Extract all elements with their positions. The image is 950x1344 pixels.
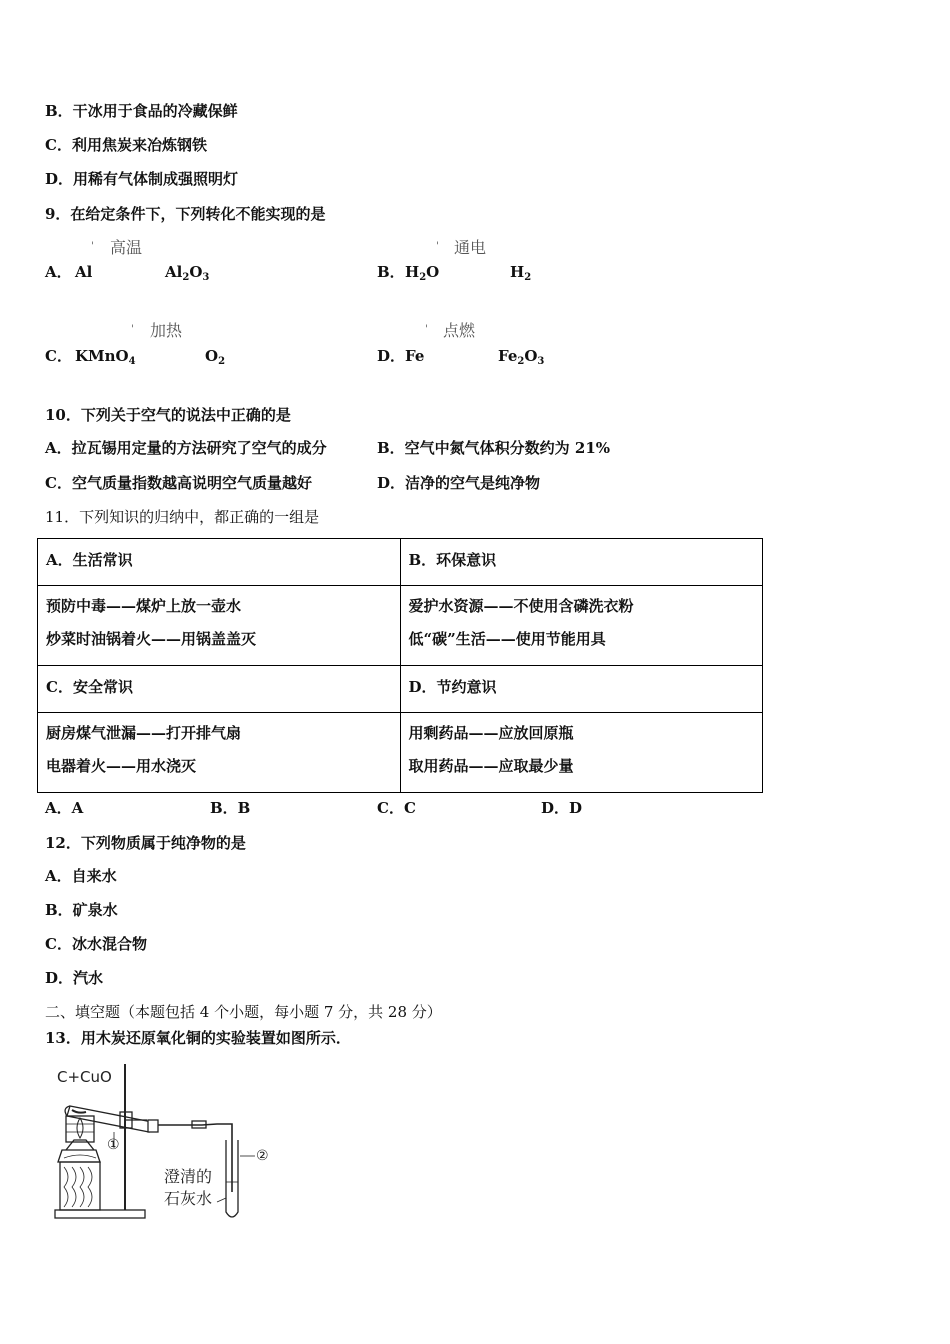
q9-stem: 9．在给定条件下，下列转化不能实现的是 [45, 205, 326, 223]
q9-a-product: $Al_2O_3$ [165, 263, 210, 283]
q10-option-d: D．洁净的空气是纯净物 [377, 474, 541, 492]
q10-option-a: A．拉瓦锡用定量的方法研究了空气的成分 [45, 439, 327, 457]
q9-c-reactant: KMnO$_4$ [75, 347, 136, 367]
q8-option-c: C．利用焦炭来冶炼钢铁 [45, 136, 207, 154]
table-cell: 用剩药品——应放回原瓶 取用药品——应取最少量 [400, 713, 763, 793]
q12-stem: 12．下列物质属于纯净物的是 [45, 834, 246, 852]
q12-option-b: B．矿泉水 [45, 901, 118, 919]
apparatus-label-limewater-1: 澄清的 [164, 1167, 213, 1186]
q10-option-c: C．空气质量指数越高说明空气质量越好 [45, 474, 312, 492]
table-cell: 爱护水资源——不使用含磷洗衣粉 低“碳”生活——使用节能用具 [400, 586, 763, 666]
q9-b-reactant: $H_2O$ [405, 263, 440, 283]
table-cell: 预防中毒——煤炉上放一壶水 炒菜时油锅着火——用锅盖盖灭 [38, 586, 401, 666]
q9-d-condition: 点燃 [443, 321, 476, 340]
q9-d-product: $Fe_2O_3$ [498, 347, 545, 367]
q9-b-condition: 通电 [454, 238, 487, 257]
apparatus-label-c-cuo: C+CuO [57, 1068, 112, 1086]
apparatus-label-limewater-2: 石灰水 [164, 1189, 213, 1208]
q11-knowledge-table [37, 538, 763, 793]
q8-option-d: D．用稀有气体制成强照明灯 [45, 170, 239, 188]
q12-option-a: A．自来水 [45, 867, 117, 885]
q9-a-condition: 高温 [110, 238, 143, 257]
table-cell: C．安全常识 [38, 666, 401, 713]
q11-option-b: B．B [210, 799, 251, 817]
q12-option-c: C．冰水混合物 [45, 935, 147, 953]
q9-d-reactant: Fe [405, 347, 425, 365]
q8-option-b: B．干冰用于食品的冷藏保鲜 [45, 102, 238, 120]
q10-option-b: B．空气中氮气体积分数约为 21% [377, 439, 611, 457]
section-heading: 二、填空题（本题包括 4 个小题，每小题 7 分，共 28 分） [45, 1003, 442, 1021]
table-cell: 厨房煤气泄漏——打开排气扇 电器着火——用水浇灭 [38, 713, 401, 793]
q11-option-c: C．C [377, 799, 416, 817]
q9-c-product: $O_2$ [205, 347, 226, 367]
q13-apparatus-figure [52, 1062, 282, 1232]
table-cell: B．环保意识 [400, 539, 763, 586]
q12-option-d: D．汽水 [45, 969, 104, 987]
q13-stem: 13．用木炭还原氧化铜的实验装置如图所示． [45, 1029, 351, 1047]
q9-b-product: $H_2$ [510, 263, 532, 283]
apparatus-marker-2: ② [256, 1148, 269, 1164]
q9-a-reactant: Al [75, 263, 93, 281]
q11-stem: 11．下列知识的归纳中，都正确的一组是 [45, 508, 320, 526]
table-cell: D．节约意识 [400, 666, 763, 713]
q10-stem: 10．下列关于空气的说法中正确的是 [45, 406, 291, 424]
apparatus-marker-1: ① [107, 1137, 120, 1153]
q11-option-a: A．A [45, 799, 84, 817]
table-cell: A．生活常识 [38, 539, 401, 586]
q11-option-d: D．D [541, 799, 583, 817]
q9-c-condition: 加热 [150, 321, 183, 340]
